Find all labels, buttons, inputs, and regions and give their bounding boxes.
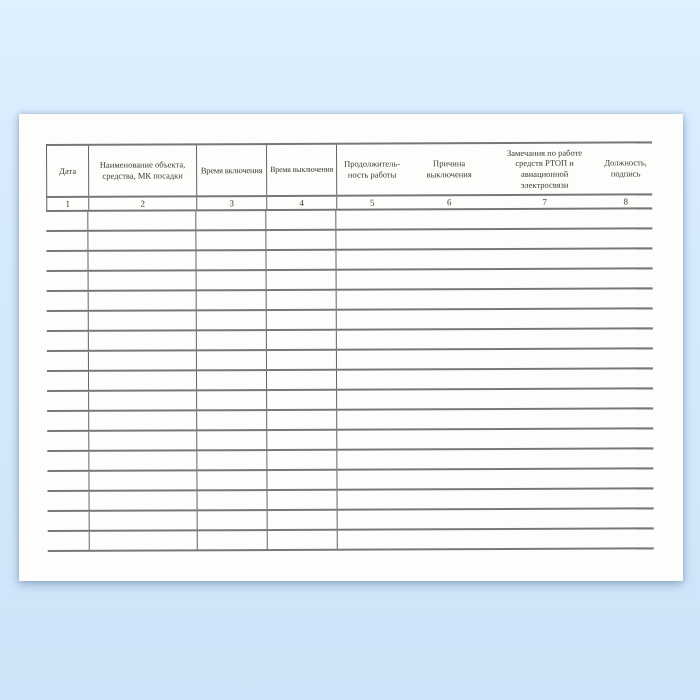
table-cell xyxy=(268,531,338,549)
log-table xyxy=(46,141,654,552)
table-cell xyxy=(336,249,652,268)
table-row xyxy=(46,209,652,232)
table-cell xyxy=(337,329,653,348)
column-number-4: 4 xyxy=(267,197,337,209)
table-row xyxy=(48,489,654,512)
table-row xyxy=(47,309,653,332)
table-cell xyxy=(47,272,89,290)
table-cell xyxy=(338,509,654,528)
table-cell xyxy=(46,212,88,230)
table-cell xyxy=(47,392,89,410)
table-cell xyxy=(47,372,89,390)
header-cell-time-on: Время включения xyxy=(197,145,267,195)
table-cell xyxy=(266,211,336,229)
table-row xyxy=(47,329,653,352)
table-cell xyxy=(197,331,267,349)
table-cell xyxy=(89,391,197,409)
table-cell xyxy=(267,451,337,469)
table-cell xyxy=(198,511,268,529)
table-row xyxy=(47,349,653,372)
table-cell xyxy=(337,289,653,308)
table-cell xyxy=(267,431,337,449)
table-cell xyxy=(196,231,266,249)
table-cell xyxy=(47,292,89,310)
table-row xyxy=(48,509,654,532)
table-cell xyxy=(48,532,90,550)
table-cell xyxy=(197,271,267,289)
table-cell xyxy=(337,309,653,328)
table-cell xyxy=(337,429,653,448)
table-cell xyxy=(197,311,267,329)
table-cell xyxy=(47,332,89,350)
table-cell xyxy=(46,252,88,270)
table-cell xyxy=(338,529,654,548)
table-cell xyxy=(89,331,197,349)
table-cell xyxy=(337,269,653,288)
table-cell xyxy=(47,412,89,430)
table-row xyxy=(47,469,653,492)
table-header-row xyxy=(46,141,652,198)
table-cell xyxy=(197,431,267,449)
table-cell xyxy=(267,271,337,289)
table-cell xyxy=(268,491,338,509)
table-cell xyxy=(267,291,337,309)
table-cell xyxy=(48,492,90,510)
table-cell xyxy=(197,451,267,469)
table-cell xyxy=(89,351,197,369)
table-row xyxy=(47,289,653,312)
table-cell xyxy=(48,512,90,530)
table-cell xyxy=(337,409,653,428)
table-cell xyxy=(267,351,337,369)
table-cell xyxy=(89,431,197,449)
header-cell-time-off: Время выключения xyxy=(267,145,337,195)
table-cell xyxy=(337,349,653,368)
column-number-8: 8 xyxy=(623,196,629,207)
header-cell-position-signature: Должность, подпись xyxy=(604,157,647,179)
header-cell-object-name: Наименование объекта, средства, МК посадки xyxy=(89,145,197,195)
table-row xyxy=(46,249,652,272)
table-cell xyxy=(89,311,197,329)
table-cell xyxy=(337,469,653,488)
table-row xyxy=(47,269,653,292)
table-cell xyxy=(267,391,337,409)
table-cell xyxy=(266,231,336,249)
table-row xyxy=(47,409,653,432)
table-cell xyxy=(89,271,197,289)
table-cell xyxy=(89,471,197,489)
table-cell xyxy=(89,371,197,389)
table-cell xyxy=(197,291,267,309)
column-number-2: 2 xyxy=(89,197,197,209)
table-cell xyxy=(89,291,197,309)
table-cell xyxy=(267,331,337,349)
table-cell xyxy=(89,411,197,429)
table-cell xyxy=(196,251,266,269)
table-cell xyxy=(47,312,89,330)
table-cell xyxy=(47,452,89,470)
table-row xyxy=(46,229,652,252)
table-cell xyxy=(267,471,337,489)
table-cell xyxy=(267,311,337,329)
table-cell xyxy=(47,432,89,450)
table-cell xyxy=(88,211,196,229)
table-cell xyxy=(198,531,268,549)
table-cell xyxy=(337,369,653,388)
table-cell xyxy=(197,391,267,409)
table-cell xyxy=(268,511,338,529)
table-cell xyxy=(336,229,652,248)
header-cell-date: Дата xyxy=(47,146,89,196)
journal-page xyxy=(19,114,683,581)
table-row xyxy=(47,389,653,412)
table-cell xyxy=(267,411,337,429)
table-cell xyxy=(336,209,652,228)
table-cell xyxy=(197,351,267,369)
table-row xyxy=(47,449,653,472)
header-cell-off-reason: Причина выключения xyxy=(426,158,472,180)
column-number-7: 7 xyxy=(542,196,548,207)
table-cell xyxy=(197,411,267,429)
table-cell xyxy=(198,491,268,509)
header-cell-remarks: Замечания по работе средств РТОП и авиационной электросвязи xyxy=(506,147,583,190)
table-cell xyxy=(89,451,197,469)
table-cell xyxy=(337,449,653,468)
table-cell xyxy=(197,371,267,389)
column-number-3: 3 xyxy=(197,197,267,209)
table-cell xyxy=(46,232,88,250)
table-row xyxy=(48,529,654,552)
table-body xyxy=(46,209,653,552)
column-number-6: 6 xyxy=(446,197,452,208)
table-cell xyxy=(90,491,198,509)
table-row xyxy=(47,429,653,452)
header-cell-duration: Продолжитель- ность работы xyxy=(344,158,401,180)
table-cell xyxy=(47,352,89,370)
column-number-5: 5 xyxy=(369,197,375,208)
table-row xyxy=(47,369,653,392)
table-cell xyxy=(88,231,196,249)
table-cell xyxy=(197,471,267,489)
table-cell xyxy=(47,472,89,490)
table-cell xyxy=(337,389,653,408)
table-cell xyxy=(196,211,266,229)
column-number-1: 1 xyxy=(47,198,89,210)
table-cell xyxy=(266,251,336,269)
table-cell xyxy=(90,511,198,529)
table-cell xyxy=(90,531,198,549)
table-cell xyxy=(88,251,196,269)
table-cell xyxy=(267,371,337,389)
table-cell xyxy=(338,489,654,508)
